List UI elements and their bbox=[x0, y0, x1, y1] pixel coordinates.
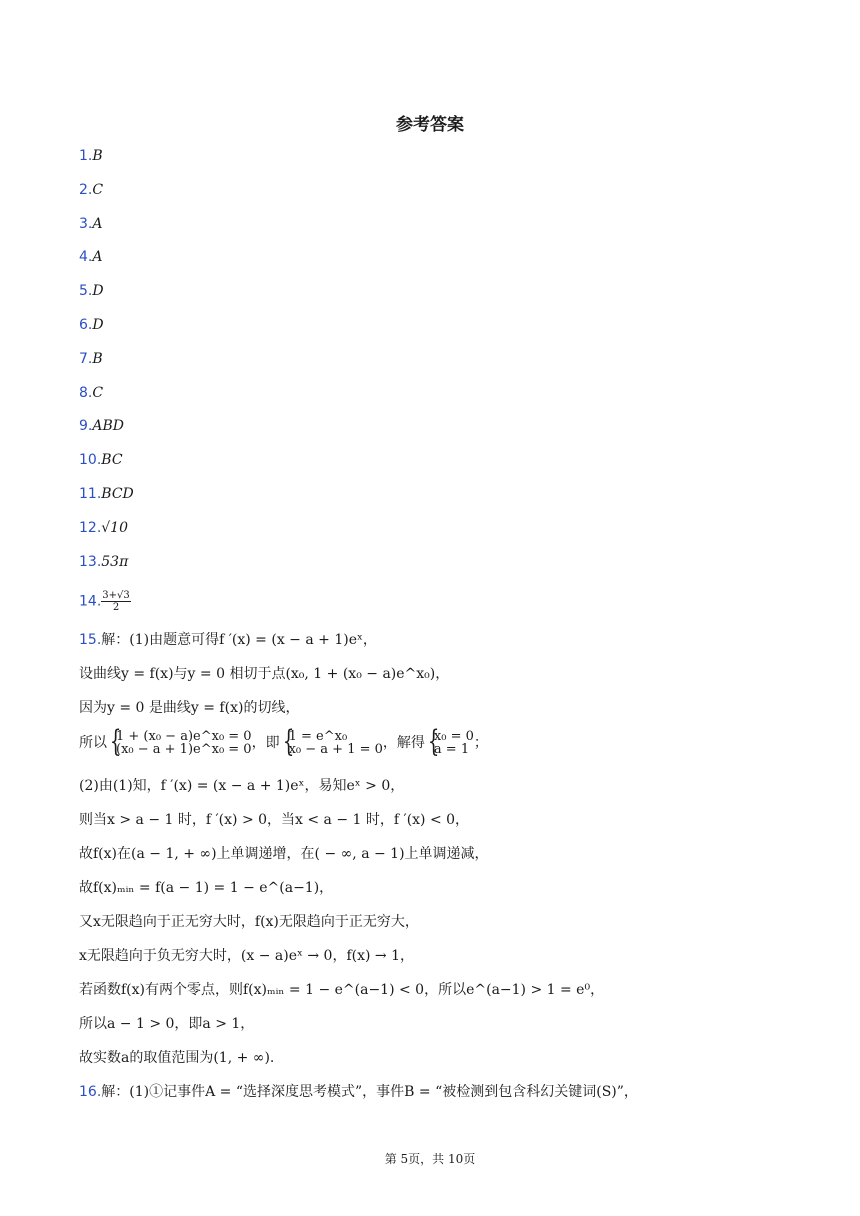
answer-number: 3. bbox=[79, 215, 93, 232]
answer-value: BCD bbox=[101, 486, 134, 502]
answer-value: A bbox=[92, 249, 103, 266]
q15-line-13: 故实数a的取值范围为(1, + ∞). bbox=[79, 1050, 275, 1066]
answer-value: ABD bbox=[92, 418, 124, 435]
answer-value: C bbox=[92, 181, 104, 198]
answer-value: B bbox=[92, 148, 103, 164]
answer-number: 6. bbox=[79, 317, 93, 333]
answer-number: 16. bbox=[79, 1084, 102, 1100]
answer-number: 10. bbox=[79, 452, 102, 469]
fraction bbox=[101, 590, 130, 613]
answer-value: B bbox=[92, 350, 103, 367]
answer-9 bbox=[79, 416, 124, 436]
q15-line-3: 因为y = 0 是曲线y = f(x)的切线， bbox=[79, 700, 300, 716]
q15-line-6: 则当x > a − 1 时，f ′(x) > 0，当x < a − 1 时，f ′(x) < 0， bbox=[79, 812, 470, 828]
page-title: 参考答案 bbox=[396, 115, 464, 135]
equation-system-1: { 1 + (x₀ − a)e^x₀ = 0 (x₀ − a + 1)e^x₀ = 0 bbox=[107, 730, 252, 756]
q15-line-7: 故f(x)在(a − 1, + ∞)上单调递增，在( − ∞, a − 1)上单调递减， bbox=[79, 846, 489, 862]
answer-14 bbox=[79, 590, 131, 613]
answer-number: 5. bbox=[79, 283, 93, 300]
q15-line-2: 设曲线y = f(x)与y = 0 相切于点(x₀, 1 + (x₀ − a)e^x₀)， bbox=[79, 666, 450, 682]
answer-value: 53π bbox=[101, 553, 129, 570]
answer-number: 1. bbox=[79, 148, 93, 164]
answer-number: 11. bbox=[79, 486, 102, 502]
fraction-denominator: 2 bbox=[112, 602, 120, 613]
q15-line-12: 所以a − 1 > 0，即a > 1， bbox=[79, 1016, 255, 1032]
answer-value: C bbox=[92, 384, 104, 401]
equation-system-3: { x₀ = 0 a = 1 bbox=[425, 730, 474, 756]
answer-7 bbox=[79, 349, 103, 369]
answer-number: 2. bbox=[79, 181, 93, 198]
answer-1 bbox=[79, 146, 103, 166]
answer-value: D bbox=[92, 317, 104, 333]
answer-3 bbox=[79, 214, 102, 234]
answer-13 bbox=[79, 552, 128, 572]
answer-value: D bbox=[92, 283, 104, 300]
q15-line-11: 若函数f(x)有两个零点，则f(x)ₘᵢₙ = 1 − e^(a−1) < 0，所以e^(a−1) > 1 = e⁰， bbox=[79, 982, 605, 998]
equation-system-2: { 1 = e^x₀ x₀ − a + 1 = 0 bbox=[280, 730, 383, 756]
answer-12 bbox=[79, 518, 128, 538]
answer-4 bbox=[79, 247, 102, 267]
answer-8 bbox=[79, 383, 103, 403]
answer-number: 12. bbox=[79, 519, 102, 536]
answer-10 bbox=[79, 450, 123, 470]
q15-line-9: 又x无限趋向于正无穷大时，f(x)无限趋向于正无穷大， bbox=[79, 914, 419, 930]
answer-value: BC bbox=[101, 452, 123, 469]
q15-line-10: x无限趋向于负无穷大时，(x − a)eˣ → 0，f(x) → 1， bbox=[79, 948, 414, 964]
page-footer: 第 5页，共 10页 bbox=[384, 1152, 476, 1166]
answer-value: √10 bbox=[101, 519, 129, 536]
answer-value: A bbox=[92, 215, 103, 232]
answer-number: 15. bbox=[79, 632, 102, 648]
answer-number: 8. bbox=[79, 384, 93, 401]
answer-number: 7. bbox=[79, 350, 93, 367]
answer-5 bbox=[79, 281, 104, 301]
q15-line-5: (2)由(1)知，f ′(x) = (x − a + 1)eˣ，易知eˣ > 0， bbox=[79, 778, 405, 794]
fraction-numerator: 3+√3 bbox=[102, 590, 130, 601]
answer-number: 13. bbox=[79, 553, 102, 570]
answer-number: 4. bbox=[79, 249, 93, 266]
answer-2 bbox=[79, 180, 103, 200]
q16-line-1: 16.解：(1)①记事件A = “选择深度思考模式”，事件B = “被检测到包含科幻关键词(S)”， bbox=[79, 1084, 638, 1100]
q15-line-4: 所以 { 1 + (x₀ − a)e^x₀ = 0 (x₀ − a + 1)e^x₀ = 0 ，即 { 1 = e^x₀ x₀ − a + 1 = 0 ，解得 { x₀ = 0 a = 1 ； bbox=[79, 730, 488, 756]
answer-6 bbox=[79, 315, 104, 335]
answer-number: 9. bbox=[79, 418, 93, 435]
answer-11 bbox=[79, 484, 134, 504]
answer-number: 14. bbox=[79, 593, 102, 610]
q15-line-1: 15.解：(1)由题意可得f ′(x) = (x − a + 1)eˣ， bbox=[79, 632, 377, 648]
q15-line-8: 故f(x)ₘᵢₙ = f(a − 1) = 1 − e^(a−1)， bbox=[79, 880, 334, 896]
